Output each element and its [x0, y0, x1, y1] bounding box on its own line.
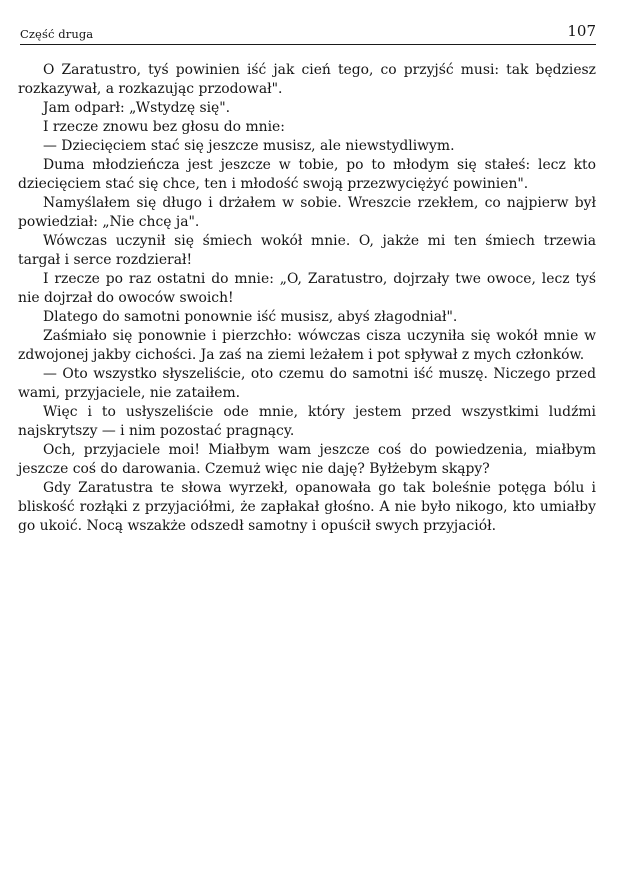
paragraph: Gdy Zaratustra te słowa wyrzekł, opanowała go tak boleśnie potęga bólu i bliskość rozłąki z przyjaciółmi, że zapłakał głośno. A nie było nikogo, kto umiałby go ukoić. Nocą wszakże odszedł samotny i opuścił swych przyjaciół.	[18, 480, 596, 534]
paragraph: Wówczas uczynił się śmiech wokół mnie. O, jakże mi ten śmiech trzewia targał i serce rozdzierał!	[18, 233, 596, 268]
page-number: 107	[567, 22, 596, 40]
paragraph: Jam odparł: „Wstydzę się".	[43, 100, 231, 116]
paragraph: Duma młodzieńcza jest jeszcze w tobie, po to młodym się stałeś: lecz kto dziecięciem stać się chce, ten i młodość swoją przezwyciężyć powinien".	[18, 157, 596, 192]
paragraph: — Dziecięciem stać się jeszcze musisz, ale niewstydliwym.	[43, 138, 455, 154]
paragraph: Och, przyjaciele moi! Miałbym wam jeszcze coś do powiedzenia, miałbym jeszcze coś do darowania. Czemuż więc nie daję? Byłżebym skąpy?	[18, 442, 596, 477]
paragraph: — Oto wszystko słyszeliście, oto czemu do samotni iść muszę. Niczego przed wami, przyjaciele, nie zataiłem.	[18, 366, 596, 401]
paragraph: Zaśmiało się ponownie i pierzchło: wówczas cisza uczyniła się wokół mnie w zdwojonej jakby cichości. Ja zaś na ziemi leżałem i pot spływał z mych członków.	[18, 328, 596, 363]
paragraph: Więc i to usłyszeliście ode mnie, który jestem przed wszystkimi ludźmi najskrytszy — i nim pozostać pragnący.	[18, 404, 596, 439]
section-title: Część druga	[20, 27, 94, 41]
paragraph: I rzecze po raz ostatni do mnie: „O, Zaratustro, dojrzały twe owoce, lecz tyś nie dojrzał do owoców swoich!	[18, 271, 596, 306]
paragraph: Namyślałem się długo i drżałem w sobie. Wreszcie rzekłem, co najpierw był powiedział: „Nie chcę ja".	[18, 195, 596, 230]
running-head	[20, 22, 596, 42]
paragraph: Dlatego do samotni ponownie iść musisz, abyś złagodniał".	[43, 309, 458, 325]
paragraph: I rzecze znowu bez głosu do mnie:	[43, 119, 285, 135]
body-text	[18, 61, 596, 536]
header-rule	[20, 44, 596, 45]
paragraph: O Zaratustro, tyś powinien iść jak cień tego, co przyjść musi: tak będziesz rozkazywał, a rozkazując przodował".	[18, 62, 596, 97]
